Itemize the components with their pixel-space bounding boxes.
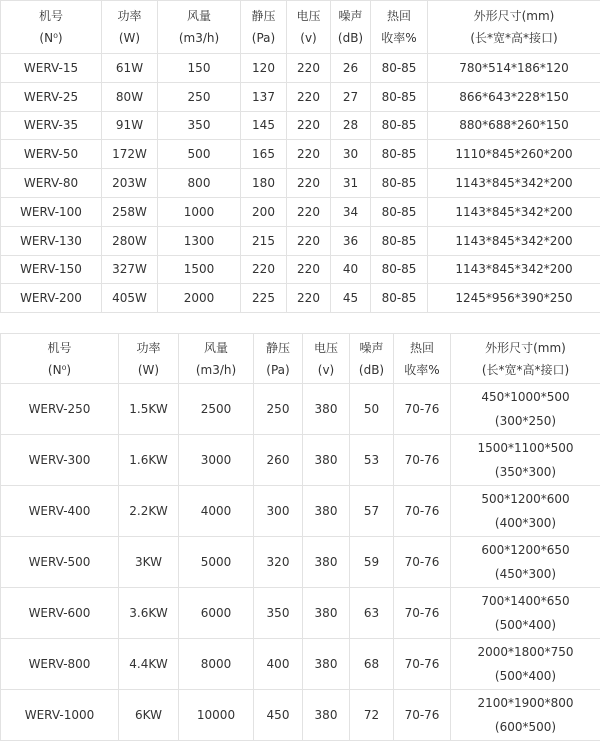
voltage-cell: 380 [303, 537, 350, 588]
noise-cell: 72 [350, 690, 394, 741]
airflow-cell: 800 [158, 169, 241, 198]
noise-cell: 30 [331, 140, 371, 169]
table-header [1, 334, 600, 384]
header-heat-recovery [394, 334, 451, 384]
voltage-cell: 380 [303, 435, 350, 486]
voltage-cell: 220 [287, 140, 331, 169]
model-cell: WERV-80 [1, 169, 102, 198]
table-row [1, 111, 600, 140]
header-power-line: (W) [137, 362, 160, 377]
dimensions-cell [451, 639, 600, 690]
model-cell: WERV-100 [1, 197, 102, 226]
heat-recovery-cell: 80-85 [371, 140, 428, 169]
voltage-cell: 380 [303, 588, 350, 639]
dimensions-line: 2000*1800*750 [477, 645, 574, 659]
noise-cell: 28 [331, 111, 371, 140]
voltage-cell: 380 [303, 486, 350, 537]
header-airflow-line: 风量 [203, 340, 228, 355]
model-cell: WERV-500 [1, 537, 119, 588]
dimensions-cell: 1143*845*342*200 [428, 255, 600, 284]
heat-recovery-cell: 80-85 [371, 82, 428, 111]
header-static-pressure-line: 静压 [265, 340, 290, 355]
dimensions-line: 700*1400*650 [481, 594, 570, 608]
dimensions-line: 500*1200*600 [481, 492, 570, 506]
header-static-pressure-line: 静压 [251, 9, 276, 23]
heat-recovery-cell: 70-76 [394, 486, 451, 537]
static-pressure-cell: 165 [241, 140, 287, 169]
table-row [1, 197, 600, 226]
table-row [1, 537, 600, 588]
header-heat-recovery-line: 热回 [409, 340, 434, 355]
power-cell: 405W [102, 284, 158, 313]
voltage-cell: 220 [287, 197, 331, 226]
power-cell: 280W [102, 226, 158, 255]
static-pressure-cell: 215 [241, 226, 287, 255]
header-power [119, 334, 179, 384]
header-noise-line: (dB) [358, 362, 385, 377]
power-cell: 1.5KW [119, 384, 179, 435]
header-static-pressure [254, 334, 303, 384]
header-model-line: (N⁰) [47, 362, 72, 377]
dimensions-line: (600*500) [494, 720, 557, 734]
dimensions-cell: 1143*845*342*200 [428, 169, 600, 198]
power-cell: 6KW [119, 690, 179, 741]
header-dimensions-line: 外形尺寸(mm) [473, 9, 555, 23]
static-pressure-cell: 145 [241, 111, 287, 140]
table-row [1, 588, 600, 639]
airflow-cell: 5000 [179, 537, 254, 588]
table-row [1, 384, 600, 435]
noise-cell: 27 [331, 82, 371, 111]
dimensions-line: (450*300) [494, 567, 557, 581]
dimensions-line: 450*1000*500 [481, 390, 570, 404]
model-cell: WERV-800 [1, 639, 119, 690]
dimensions-line: (400*300) [494, 516, 557, 530]
table-row [1, 255, 600, 284]
voltage-cell: 220 [287, 255, 331, 284]
model-cell: WERV-250 [1, 384, 119, 435]
header-airflow-line: (m3/h) [178, 31, 220, 45]
dimensions-cell: 1245*956*390*250 [428, 284, 600, 313]
header-dimensions-line: (长*宽*高*接口) [470, 31, 558, 45]
noise-cell: 45 [331, 284, 371, 313]
header-voltage-line: (v) [317, 362, 335, 377]
table-row [1, 284, 600, 313]
heat-recovery-cell: 70-76 [394, 537, 451, 588]
heat-recovery-cell: 70-76 [394, 588, 451, 639]
header-static-pressure [241, 1, 287, 54]
airflow-cell: 500 [158, 140, 241, 169]
header-model-line: 机号 [47, 340, 72, 355]
noise-cell: 36 [331, 226, 371, 255]
dimensions-cell: 1143*845*342*200 [428, 197, 600, 226]
header-row [1, 1, 600, 54]
table-body [1, 384, 600, 741]
noise-cell: 59 [350, 537, 394, 588]
voltage-cell: 220 [287, 226, 331, 255]
spec-table-small-units [0, 0, 600, 313]
model-cell: WERV-15 [1, 54, 102, 83]
power-cell: 4.4KW [119, 639, 179, 690]
airflow-cell: 8000 [179, 639, 254, 690]
power-cell: 1.6KW [119, 435, 179, 486]
header-noise-line: (dB) [337, 31, 364, 45]
airflow-cell: 6000 [179, 588, 254, 639]
dimensions-line: 600*1200*650 [481, 543, 570, 557]
header-airflow [158, 1, 241, 54]
heat-recovery-cell: 80-85 [371, 111, 428, 140]
power-cell: 203W [102, 169, 158, 198]
header-heat-recovery-line: 热回 [386, 9, 411, 23]
header-noise-line: 噪声 [359, 340, 384, 355]
dimensions-cell [451, 690, 600, 741]
airflow-cell: 2000 [158, 284, 241, 313]
dimensions-cell: 1143*845*342*200 [428, 226, 600, 255]
voltage-cell: 220 [287, 82, 331, 111]
static-pressure-cell: 137 [241, 82, 287, 111]
header-heat-recovery [371, 1, 428, 54]
header-voltage [303, 334, 350, 384]
dimensions-cell [451, 435, 600, 486]
header-noise [331, 1, 371, 54]
model-cell: WERV-400 [1, 486, 119, 537]
airflow-cell: 1500 [158, 255, 241, 284]
model-cell: WERV-600 [1, 588, 119, 639]
airflow-cell: 350 [158, 111, 241, 140]
noise-cell: 53 [350, 435, 394, 486]
heat-recovery-cell: 80-85 [371, 197, 428, 226]
header-row [1, 334, 600, 384]
model-cell: WERV-25 [1, 82, 102, 111]
dimensions-cell: 866*643*228*150 [428, 82, 600, 111]
noise-cell: 34 [331, 197, 371, 226]
dimensions-line: (350*300) [494, 465, 557, 479]
heat-recovery-cell: 80-85 [371, 169, 428, 198]
static-pressure-cell: 260 [254, 435, 303, 486]
static-pressure-cell: 200 [241, 197, 287, 226]
airflow-cell: 10000 [179, 690, 254, 741]
dimensions-cell [451, 384, 600, 435]
noise-cell: 50 [350, 384, 394, 435]
header-power [102, 1, 158, 54]
noise-cell: 40 [331, 255, 371, 284]
dimensions-line: (500*400) [494, 669, 557, 683]
power-cell: 61W [102, 54, 158, 83]
voltage-cell: 220 [287, 169, 331, 198]
voltage-cell: 380 [303, 639, 350, 690]
dimensions-line: (500*400) [494, 618, 557, 632]
header-airflow [179, 334, 254, 384]
dimensions-line: 2100*1900*800 [477, 696, 574, 710]
table-header [1, 1, 600, 54]
header-power-line: 功率 [117, 9, 142, 23]
static-pressure-cell: 120 [241, 54, 287, 83]
airflow-cell: 150 [158, 54, 241, 83]
model-cell: WERV-50 [1, 140, 102, 169]
model-cell: WERV-1000 [1, 690, 119, 741]
airflow-cell: 1000 [158, 197, 241, 226]
airflow-cell: 250 [158, 82, 241, 111]
airflow-cell: 3000 [179, 435, 254, 486]
static-pressure-cell: 450 [254, 690, 303, 741]
table-row [1, 435, 600, 486]
static-pressure-cell: 320 [254, 537, 303, 588]
power-cell: 3.6KW [119, 588, 179, 639]
dimensions-cell: 880*688*260*150 [428, 111, 600, 140]
header-static-pressure-line: (Pa) [266, 362, 290, 377]
noise-cell: 26 [331, 54, 371, 83]
table-row [1, 639, 600, 690]
table-row [1, 82, 600, 111]
power-cell: 258W [102, 197, 158, 226]
voltage-cell: 380 [303, 384, 350, 435]
noise-cell: 68 [350, 639, 394, 690]
header-noise [350, 334, 394, 384]
dimensions-cell: 780*514*186*120 [428, 54, 600, 83]
header-power-line: (W) [118, 31, 141, 45]
heat-recovery-cell: 80-85 [371, 226, 428, 255]
heat-recovery-cell: 80-85 [371, 255, 428, 284]
dimensions-cell [451, 588, 600, 639]
static-pressure-cell: 300 [254, 486, 303, 537]
header-dimensions [451, 334, 600, 384]
static-pressure-cell: 220 [241, 255, 287, 284]
model-cell: WERV-35 [1, 111, 102, 140]
voltage-cell: 220 [287, 111, 331, 140]
dimensions-cell: 1110*845*260*200 [428, 140, 600, 169]
heat-recovery-cell: 70-76 [394, 690, 451, 741]
power-cell: 3KW [119, 537, 179, 588]
header-model [1, 334, 119, 384]
header-static-pressure-line: (Pa) [251, 31, 276, 45]
header-airflow-line: (m3/h) [195, 362, 237, 377]
heat-recovery-cell: 80-85 [371, 54, 428, 83]
power-cell: 80W [102, 82, 158, 111]
model-cell: WERV-130 [1, 226, 102, 255]
header-model [1, 1, 102, 54]
model-cell: WERV-200 [1, 284, 102, 313]
header-heat-recovery-line: 收率% [381, 31, 417, 45]
header-voltage-line: 电压 [296, 9, 321, 23]
table-body [1, 54, 600, 313]
header-power-line: 功率 [136, 340, 161, 355]
voltage-cell: 380 [303, 690, 350, 741]
heat-recovery-cell: 70-76 [394, 384, 451, 435]
header-dimensions-line: (长*宽*高*接口) [481, 362, 570, 377]
heat-recovery-cell: 70-76 [394, 435, 451, 486]
table-row [1, 140, 600, 169]
heat-recovery-cell: 70-76 [394, 639, 451, 690]
header-model-line: 机号 [38, 9, 63, 23]
table-row [1, 690, 600, 741]
dimensions-line: 1500*1100*500 [477, 441, 574, 455]
table-row [1, 486, 600, 537]
model-cell: WERV-300 [1, 435, 119, 486]
heat-recovery-cell: 80-85 [371, 284, 428, 313]
header-model-line: (N⁰) [39, 31, 63, 45]
voltage-cell: 220 [287, 54, 331, 83]
header-noise-line: 噪声 [338, 9, 363, 23]
static-pressure-cell: 225 [241, 284, 287, 313]
static-pressure-cell: 180 [241, 169, 287, 198]
table-row [1, 54, 600, 83]
table-row [1, 226, 600, 255]
noise-cell: 57 [350, 486, 394, 537]
static-pressure-cell: 250 [254, 384, 303, 435]
airflow-cell: 4000 [179, 486, 254, 537]
power-cell: 91W [102, 111, 158, 140]
power-cell: 172W [102, 140, 158, 169]
table-row [1, 169, 600, 198]
header-dimensions-line: 外形尺寸(mm) [485, 340, 566, 355]
dimensions-line: (300*250) [494, 414, 557, 428]
dimensions-cell [451, 486, 600, 537]
power-cell: 327W [102, 255, 158, 284]
power-cell: 2.2KW [119, 486, 179, 537]
dimensions-cell [451, 537, 600, 588]
airflow-cell: 1300 [158, 226, 241, 255]
header-heat-recovery-line: 收率% [404, 362, 440, 377]
header-voltage-line: 电压 [313, 340, 338, 355]
noise-cell: 63 [350, 588, 394, 639]
header-airflow-line: 风量 [186, 9, 211, 23]
static-pressure-cell: 400 [254, 639, 303, 690]
header-voltage-line: (v) [300, 31, 317, 45]
static-pressure-cell: 350 [254, 588, 303, 639]
model-cell: WERV-150 [1, 255, 102, 284]
airflow-cell: 2500 [179, 384, 254, 435]
voltage-cell: 220 [287, 284, 331, 313]
header-voltage [287, 1, 331, 54]
spec-table-large-units [0, 333, 600, 741]
noise-cell: 31 [331, 169, 371, 198]
header-dimensions [428, 1, 600, 54]
